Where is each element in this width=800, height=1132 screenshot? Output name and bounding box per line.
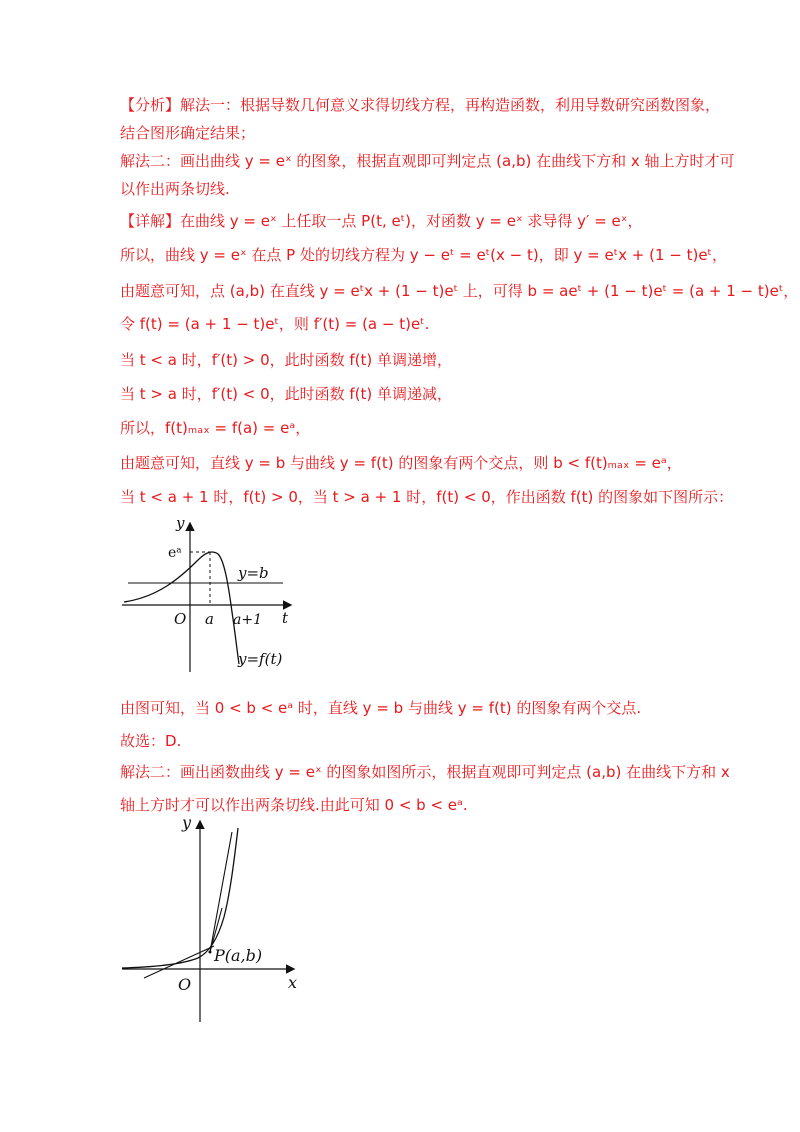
y-axis-label: y <box>182 813 192 832</box>
detail-line-3: 由题意可知，点 (a,b) 在直线 y = eᵗx + (1 − t)eᵗ 上，可得 b = aeᵗ + (1 − t)eᵗ = (a + 1 − t)eᵗ， <box>120 282 799 300</box>
detail-line-6: 当 t > a 时，f′(t) < 0，此时函数 f(t) 单调递减， <box>120 385 453 403</box>
curve-f-t <box>124 552 239 664</box>
y-b-label: y=b <box>238 564 269 582</box>
analysis-line-1: 【分析】解法一：根据导数几何意义求得切线方程，再构造函数，利用导数研究函数图象， <box>120 96 721 114</box>
point-p-label: P(a,b) <box>214 946 263 965</box>
answer-line: 故选：D. <box>120 732 182 750</box>
method2-line-2: 以作出两条切线. <box>120 180 230 198</box>
method2-detail-line-2: 轴上方时才可以作出两条切线.由此可知 0 < b < eᵃ. <box>120 796 468 814</box>
a-plus-1-label: a+1 <box>233 612 262 628</box>
y-axis-label: y <box>176 514 185 532</box>
method2-line-1: 解法二：画出曲线 y = eˣ 的图象，根据直观即可判定点 (a,b) 在曲线下方和 x 轴上方时才可 <box>120 152 735 170</box>
figure-f-t-graph <box>118 512 300 674</box>
detail-line-5: 当 t < a 时，f′(t) > 0，此时函数 f(t) 单调递增， <box>120 351 453 369</box>
detail-line-4: 令 f(t) = (a + 1 − t)eᵗ，则 f′(t) = (a − t)eᵗ. <box>120 315 430 333</box>
origin-label: O <box>178 975 192 994</box>
detail-line-2: 所以，曲线 y = eˣ 在点 P 处的切线方程为 y − eᵗ = eᵗ(x − t)，即 y = eᵗx + (1 − t)eᵗ， <box>120 246 727 264</box>
t-axis-label: t <box>282 609 289 627</box>
detail-line-1: 【详解】在曲线 y = eˣ 上任取一点 P(t, eᵗ)，对函数 y = eˣ 求导得 y′ = eˣ， <box>120 212 643 230</box>
f-t-label: y=f(t) <box>238 650 283 668</box>
origin-label: O <box>174 610 187 628</box>
analysis-line-2: 结合图形确定结果； <box>120 124 256 142</box>
tangent-line-1 <box>144 946 214 978</box>
conclusion-line: 由图可知，当 0 < b < eᵃ 时，直线 y = b 与曲线 y = f(t) 的图象有两个交点. <box>120 699 642 717</box>
x-axis-label: x <box>288 973 298 992</box>
method2-detail-line-1: 解法二：画出函数曲线 y = eˣ 的图象如图所示，根据直观即可判定点 (a,b) 在曲线下方和 x <box>120 763 730 781</box>
detail-line-8: 由题意可知，直线 y = b 与曲线 y = f(t) 的图象有两个交点，则 b < f(t)ₘₐₓ = eᵃ， <box>120 454 682 472</box>
detail-line-9: 当 t < a + 1 时，f(t) > 0，当 t > a + 1 时，f(t) < 0，作出函数 f(t) 的图象如下图所示： <box>120 488 734 506</box>
ea-label: eᵃ <box>168 545 182 561</box>
point-p <box>209 951 212 954</box>
a-label: a <box>205 610 214 628</box>
figure-exp-tangents <box>118 812 314 1024</box>
detail-line-7: 所以，f(t)ₘₐₓ = f(a) = eᵃ， <box>120 419 311 437</box>
